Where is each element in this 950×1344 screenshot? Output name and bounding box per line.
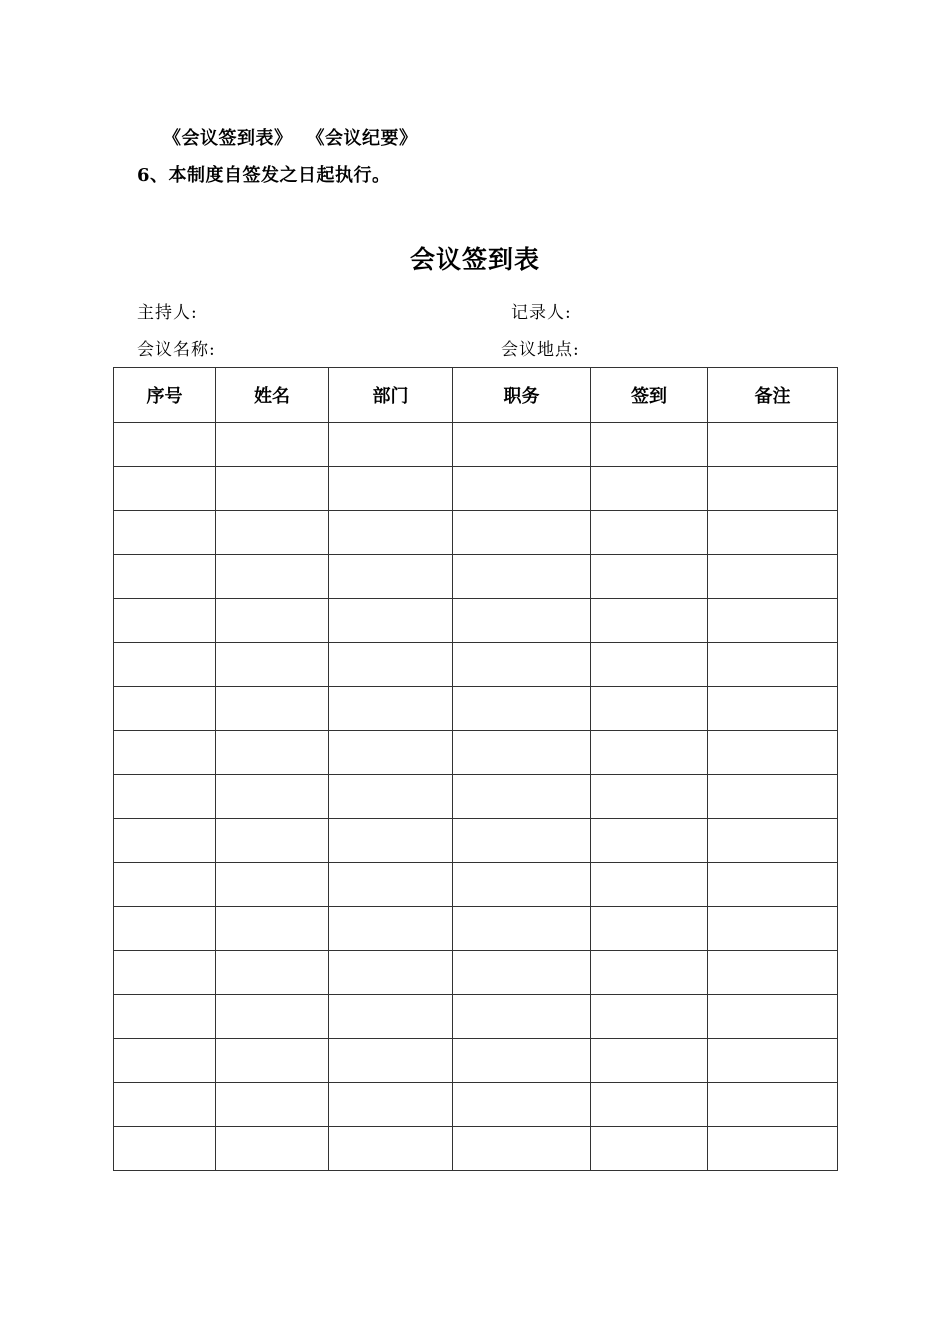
cell-name[interactable]: [216, 687, 329, 731]
meeting-location-label: 会议地点:: [501, 340, 580, 360]
cell-remarks[interactable]: [708, 819, 838, 863]
cell-department[interactable]: [329, 819, 453, 863]
cell-position[interactable]: [453, 423, 591, 467]
cell-signature[interactable]: [591, 907, 708, 951]
cell-position[interactable]: [453, 599, 591, 643]
cell-signature[interactable]: [591, 1127, 708, 1171]
cell-signature[interactable]: [591, 555, 708, 599]
form-reference-minutes: 《会议纪要》: [306, 128, 418, 149]
cell-department[interactable]: [329, 731, 453, 775]
table-row: [114, 423, 838, 467]
cell-signature[interactable]: [591, 951, 708, 995]
cell-remarks[interactable]: [708, 643, 838, 687]
header-department: 部门: [329, 368, 453, 423]
cell-remarks[interactable]: [708, 1083, 838, 1127]
cell-department[interactable]: [329, 423, 453, 467]
cell-serial-number[interactable]: [114, 1127, 216, 1171]
cell-position[interactable]: [453, 863, 591, 907]
cell-signature[interactable]: [591, 863, 708, 907]
header-serial-number: 序号: [114, 368, 216, 423]
cell-remarks[interactable]: [708, 467, 838, 511]
cell-serial-number[interactable]: [114, 687, 216, 731]
cell-department[interactable]: [329, 687, 453, 731]
cell-department[interactable]: [329, 1039, 453, 1083]
cell-serial-number[interactable]: [114, 775, 216, 819]
cell-department[interactable]: [329, 1127, 453, 1171]
cell-remarks[interactable]: [708, 1127, 838, 1171]
cell-remarks[interactable]: [708, 995, 838, 1039]
cell-position[interactable]: [453, 775, 591, 819]
cell-serial-number[interactable]: [114, 599, 216, 643]
cell-name[interactable]: [216, 423, 329, 467]
cell-name[interactable]: [216, 555, 329, 599]
header-remarks: 备注: [708, 368, 838, 423]
cell-remarks[interactable]: [708, 951, 838, 995]
cell-remarks[interactable]: [708, 731, 838, 775]
cell-position[interactable]: [453, 555, 591, 599]
cell-position[interactable]: [453, 467, 591, 511]
table-row: [114, 687, 838, 731]
cell-department[interactable]: [329, 467, 453, 511]
cell-serial-number[interactable]: [114, 511, 216, 555]
recorder-label: 记录人:: [511, 303, 572, 323]
table-row: [114, 555, 838, 599]
cell-remarks[interactable]: [708, 775, 838, 819]
cell-serial-number[interactable]: [114, 951, 216, 995]
cell-position[interactable]: [453, 687, 591, 731]
cell-remarks[interactable]: [708, 511, 838, 555]
cell-position[interactable]: [453, 819, 591, 863]
header-name: 姓名: [216, 368, 329, 423]
table-row: [114, 907, 838, 951]
cell-serial-number[interactable]: [114, 1039, 216, 1083]
page-title: 会议签到表: [409, 245, 540, 274]
cell-remarks[interactable]: [708, 423, 838, 467]
cell-signature[interactable]: [591, 423, 708, 467]
cell-serial-number[interactable]: [114, 555, 216, 599]
cell-name[interactable]: [216, 995, 329, 1039]
cell-position[interactable]: [453, 511, 591, 555]
cell-department[interactable]: [329, 863, 453, 907]
cell-name[interactable]: [216, 1083, 329, 1127]
cell-position[interactable]: [453, 731, 591, 775]
cell-position[interactable]: [453, 643, 591, 687]
table-row: [114, 643, 838, 687]
cell-serial-number[interactable]: [114, 1083, 216, 1127]
cell-department[interactable]: [329, 995, 453, 1039]
cell-signature[interactable]: [591, 1083, 708, 1127]
cell-name[interactable]: [216, 599, 329, 643]
cell-name[interactable]: [216, 1039, 329, 1083]
cell-remarks[interactable]: [708, 863, 838, 907]
cell-position[interactable]: [453, 1039, 591, 1083]
cell-signature[interactable]: [591, 819, 708, 863]
cell-department[interactable]: [329, 951, 453, 995]
cell-name[interactable]: [216, 951, 329, 995]
cell-position[interactable]: [453, 951, 591, 995]
cell-remarks[interactable]: [708, 1039, 838, 1083]
cell-department[interactable]: [329, 643, 453, 687]
cell-serial-number[interactable]: [114, 863, 216, 907]
cell-name[interactable]: [216, 863, 329, 907]
cell-signature[interactable]: [591, 467, 708, 511]
table-row: [114, 819, 838, 863]
cell-position[interactable]: [453, 995, 591, 1039]
cell-signature[interactable]: [591, 731, 708, 775]
table-header-row: [114, 368, 838, 423]
table-row: [114, 731, 838, 775]
cell-signature[interactable]: [591, 775, 708, 819]
cell-department[interactable]: [329, 775, 453, 819]
cell-department[interactable]: [329, 1083, 453, 1127]
sign-in-table: [113, 367, 838, 1171]
cell-remarks[interactable]: [708, 555, 838, 599]
cell-name[interactable]: [216, 775, 329, 819]
form-reference-sign-in-sheet: 《会议签到表》: [163, 128, 293, 149]
cell-name[interactable]: [216, 907, 329, 951]
cell-name[interactable]: [216, 1127, 329, 1171]
cell-signature[interactable]: [591, 687, 708, 731]
table-row: [114, 951, 838, 995]
cell-signature[interactable]: [591, 599, 708, 643]
cell-name[interactable]: [216, 467, 329, 511]
cell-signature[interactable]: [591, 995, 708, 1039]
table-row: [114, 599, 838, 643]
cell-signature[interactable]: [591, 511, 708, 555]
cell-position[interactable]: [453, 907, 591, 951]
form-references-line: [163, 124, 418, 150]
cell-serial-number[interactable]: [114, 467, 216, 511]
table-row: [114, 995, 838, 1039]
table-row: [114, 863, 838, 907]
cell-serial-number[interactable]: [114, 907, 216, 951]
host-label: 主持人:: [137, 303, 198, 323]
cell-serial-number[interactable]: [114, 643, 216, 687]
meeting-name-label: 会议名称:: [137, 340, 216, 360]
table-row: [114, 467, 838, 511]
table-row: [114, 775, 838, 819]
clause-6-text: 6、本制度自签发之日起执行。: [137, 165, 391, 186]
cell-signature[interactable]: [591, 1039, 708, 1083]
header-position: 职务: [453, 368, 591, 423]
cell-serial-number[interactable]: [114, 731, 216, 775]
cell-department[interactable]: [329, 555, 453, 599]
cell-remarks[interactable]: [708, 687, 838, 731]
header-signature: 签到: [591, 368, 708, 423]
cell-serial-number[interactable]: [114, 423, 216, 467]
cell-remarks[interactable]: [708, 907, 838, 951]
cell-name[interactable]: [216, 819, 329, 863]
cell-serial-number[interactable]: [114, 995, 216, 1039]
cell-name[interactable]: [216, 643, 329, 687]
table-row: [114, 511, 838, 555]
table-row: [114, 1039, 838, 1083]
cell-serial-number[interactable]: [114, 819, 216, 863]
cell-department[interactable]: [329, 907, 453, 951]
cell-department[interactable]: [329, 511, 453, 555]
table-row: [114, 1127, 838, 1171]
cell-remarks[interactable]: [708, 599, 838, 643]
cell-name[interactable]: [216, 731, 329, 775]
cell-department[interactable]: [329, 599, 453, 643]
cell-position[interactable]: [453, 1127, 591, 1171]
cell-name[interactable]: [216, 511, 329, 555]
table-row: [114, 1083, 838, 1127]
cell-signature[interactable]: [591, 643, 708, 687]
cell-position[interactable]: [453, 1083, 591, 1127]
